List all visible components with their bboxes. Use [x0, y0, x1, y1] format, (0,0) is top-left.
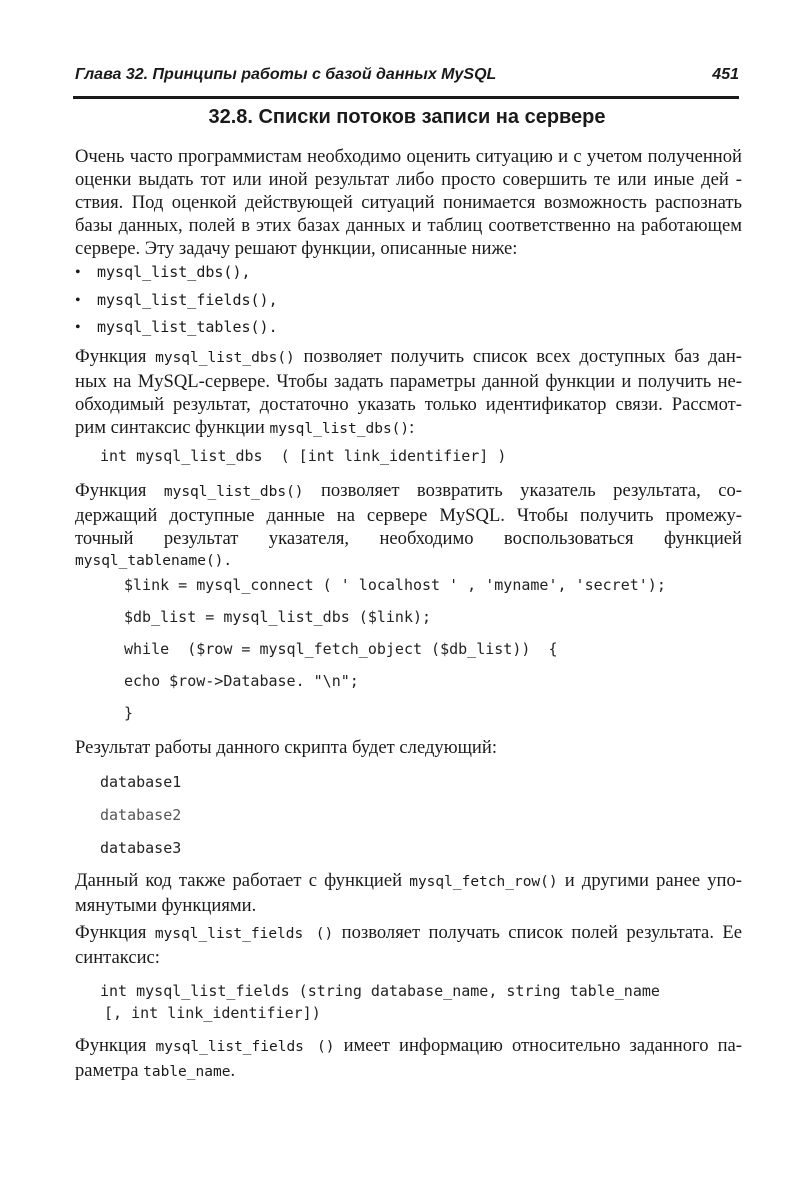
header-rule [73, 96, 739, 99]
function-list [75, 263, 375, 346]
text-line: Результат работы данного скрипта будет следующий: [75, 737, 497, 758]
code-line: $link = mysql_connect ( ' localhost ' , 'myname', 'secret'); [124, 576, 666, 594]
code-line: [, int link_identifier]) [104, 1004, 321, 1022]
bullet-icon: • [75, 319, 81, 336]
inline-code: mysql_fetch_row() [409, 874, 558, 890]
bullet-icon: • [75, 291, 81, 309]
list-fields-paragraph [75, 921, 742, 969]
text-line: ных на MySQL-сервере. Чтобы задать параметры данной функции и получить не- [75, 371, 742, 392]
page-number: 451 [712, 66, 739, 83]
code-line: echo $row->Database. "\n"; [124, 672, 359, 690]
list-item: • mysql_list_fields(), [75, 290, 278, 309]
result-intro [75, 736, 742, 759]
code-line: } [124, 704, 134, 722]
text-line: Данный код также работает с функцией mysql_fetch_row() и другими ранее упо- [75, 870, 742, 891]
intro-paragraph [75, 145, 742, 260]
text-line: mysql_tablename(). [75, 553, 233, 569]
code-line: $db_list = mysql_list_dbs ($link); [124, 608, 432, 626]
text-line: оценки выдать тот или иной результат либо просто совершить те или иные дей - [75, 169, 742, 190]
text-line: сервере. Эту задачу решают функции, описанные ниже: [75, 238, 518, 259]
output-line: database3 [100, 839, 182, 857]
list-item: • mysql_list_tables(). [75, 318, 278, 336]
fetch-row-paragraph [75, 869, 742, 917]
text-line: раметра table_name. [75, 1060, 236, 1081]
text-line: мянутыми функциями. [75, 895, 257, 916]
text-line: Функция mysql_list_dbs() позволяет возвратить указатель результата, со- [75, 480, 742, 501]
text-line: синтаксис: [75, 947, 160, 968]
inline-code: mysql_list_fields () [154, 926, 334, 942]
output-line: database2 [100, 806, 182, 824]
output-line: database1 [100, 773, 182, 791]
list-item: • mysql_list_dbs(), [75, 263, 251, 281]
running-header [75, 66, 739, 90]
code-line: while ($row = mysql_fetch_object ($db_list)) { [124, 640, 558, 658]
text-line: точный результат указателя, необходимо воспользоваться функцией [75, 528, 742, 549]
code-line: int mysql_list_fields (string database_name, string table_name [100, 982, 660, 1000]
inline-code: mysql_list_fields () [155, 1039, 335, 1055]
inline-code: mysql_list_dbs() [155, 350, 295, 366]
text-line: держащий доступные данные на сервере MySQL. Чтобы получить промежу- [75, 505, 742, 526]
inline-code: table_name [143, 1064, 231, 1080]
text-line: рим синтаксис функции mysql_list_dbs(): [75, 417, 415, 438]
text-line: базы данных, полей в этих базах данных и таблиц соответственно на работающем [75, 215, 742, 236]
bullet-icon: • [75, 264, 81, 281]
info-paragraph [75, 1034, 742, 1084]
inline-code: mysql_list_dbs() [163, 484, 304, 500]
text-line: Функция mysql_list_fields () позволяет получать список полей результата. Ее [75, 922, 742, 943]
text-line: Функция mysql_list_dbs() позволяет получить список всех доступных баз дан- [75, 346, 742, 367]
syntax-list-dbs: int mysql_list_dbs ( [int link_identifier] ) [100, 447, 507, 465]
pointer-paragraph [75, 479, 742, 573]
chapter-title: Глава 32. Принципы работы с базой данных MySQL [75, 66, 497, 83]
section-title: 32.8. Списки потоков записи на сервере [208, 106, 606, 128]
text-line: ствия. Под оценкой действующей ситуаций понимается возможность распознать [75, 192, 742, 213]
list-dbs-paragraph [75, 345, 742, 441]
text-line: Функция mysql_list_fields () имеет информацию относительно заданного па- [75, 1035, 742, 1056]
text-line: Очень часто программистам необходимо оценить ситуацию и с учетом полученной [75, 146, 742, 167]
inline-code: mysql_list_dbs() [269, 421, 410, 437]
text-line: обходимый результат, достаточно указать только идентификатор связи. Рассмот- [75, 394, 742, 415]
